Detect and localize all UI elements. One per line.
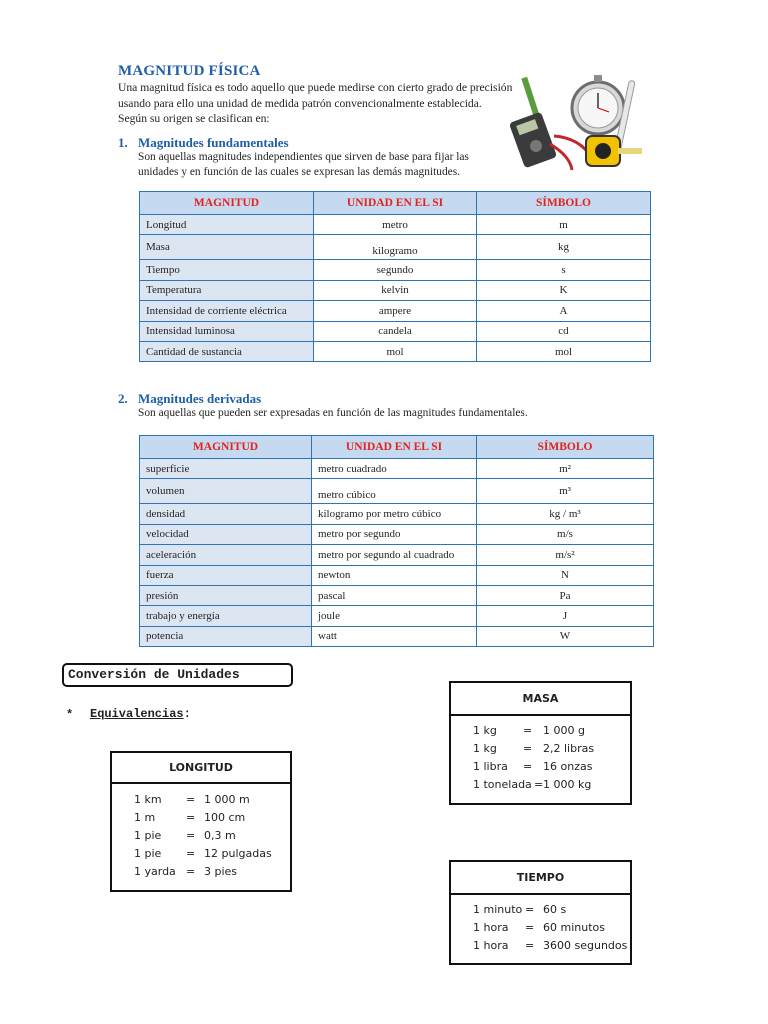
equals-sign: = <box>523 760 533 773</box>
column-header: SÍMBOLO <box>477 192 651 215</box>
symbol-cell: m/s <box>477 524 654 544</box>
section-2-description: Son aquellas que pueden ser expresadas en función de las magnitudes fundamentales. <box>138 407 528 419</box>
equivalence-row <box>451 921 630 939</box>
column-header: MAGNITUD <box>140 192 314 215</box>
magnitude-cell: Intensidad luminosa <box>140 321 314 341</box>
unit-cell: metro cúbico <box>312 479 477 504</box>
from-unit: 1 minuto <box>473 903 523 916</box>
equivalences-text: Equivalencias <box>90 707 184 721</box>
intro-line: Según su origen se clasifican en: <box>118 112 270 125</box>
from-unit: 1 hora <box>473 939 509 952</box>
symbol-cell: m³ <box>477 479 654 504</box>
unit-cell: pascal <box>312 585 477 605</box>
to-unit: 1 000 g <box>543 724 585 737</box>
table-row <box>140 235 651 260</box>
symbol-cell: kg <box>477 235 651 260</box>
equivalence-row <box>112 847 290 865</box>
magnitude-cell: Tiempo <box>140 260 314 280</box>
conversion-heading: Conversión de Unidades <box>62 663 293 687</box>
page-title: MAGNITUD FÍSICA <box>118 63 261 79</box>
intro-line: Una magnitud física es todo aquello que puede medirse con cierto grado de precisión <box>118 81 513 94</box>
equals-sign: = <box>186 811 196 824</box>
equivalence-row <box>451 778 630 796</box>
unit-cell: kilogramo <box>314 235 477 260</box>
section-title-text: Magnitudes derivadas <box>138 391 262 406</box>
equivalence-row <box>112 793 290 811</box>
symbol-cell: A <box>477 301 651 321</box>
to-unit: 1 000 kg <box>543 778 592 791</box>
magnitude-cell: trabajo y energía <box>140 606 312 626</box>
table-row <box>140 260 651 280</box>
magnitude-cell: Temperatura <box>140 280 314 300</box>
unit-cell: metro por segundo al cuadrado <box>312 545 477 565</box>
to-unit: 16 onzas <box>543 760 593 773</box>
bullet-marker: * <box>66 708 74 722</box>
equals-sign: = <box>523 724 533 737</box>
section-number: 1. <box>118 135 128 150</box>
equals-sign: = <box>523 742 533 755</box>
table-row <box>140 301 651 321</box>
magnitude-cell: potencia <box>140 626 312 646</box>
to-unit: 2,2 libras <box>543 742 595 755</box>
table-row <box>140 215 651 235</box>
from-unit: 1 km <box>134 793 162 806</box>
magnitude-cell: Cantidad de sustancia <box>140 341 314 361</box>
tiempo-equivalence-box <box>449 860 632 965</box>
from-unit: 1 tonelada <box>473 778 532 791</box>
unit-cell: kilogramo por metro cúbico <box>312 504 477 524</box>
table-row <box>140 321 651 341</box>
magnitude-cell: velocidad <box>140 524 312 544</box>
table-header-row <box>140 436 654 459</box>
column-header: MAGNITUD <box>140 436 312 459</box>
equivalences-label <box>90 707 191 721</box>
symbol-cell: m <box>477 215 651 235</box>
box-body <box>451 716 630 803</box>
table-row <box>140 280 651 300</box>
table-row <box>140 626 654 646</box>
section-title-text: Magnitudes fundamentales <box>138 135 289 150</box>
magnitude-cell: Longitud <box>140 215 314 235</box>
equals-sign: = <box>525 921 535 934</box>
symbol-cell: m/s² <box>477 545 654 565</box>
table-row <box>140 585 654 605</box>
table-row <box>140 341 651 361</box>
unit-cell: watt <box>312 626 477 646</box>
to-unit: 1 000 m <box>204 793 250 806</box>
section-number: 2. <box>118 391 128 406</box>
from-unit: 1 pie <box>134 847 162 860</box>
magnitude-cell: Masa <box>140 235 314 260</box>
intro-paragraph <box>118 80 513 127</box>
description-line: unidades y en función de las cuales se expresan las demás magnitudes. <box>138 166 461 178</box>
equivalence-row <box>112 865 290 883</box>
from-unit: 1 pie <box>134 829 162 842</box>
to-unit: 12 pulgadas <box>204 847 272 860</box>
column-header: SÍMBOLO <box>477 436 654 459</box>
equals-sign: = <box>186 847 196 860</box>
magnitude-cell: volumen <box>140 479 312 504</box>
column-header: UNIDAD EN EL SI <box>312 436 477 459</box>
to-unit: 3600 segundos <box>543 939 628 952</box>
measuring-instruments-illustration <box>510 66 646 178</box>
magnitude-cell: densidad <box>140 504 312 524</box>
equivalences-colon: : <box>183 707 191 721</box>
equivalence-row <box>451 939 630 957</box>
unit-cell: joule <box>312 606 477 626</box>
from-unit: 1 m <box>134 811 156 824</box>
table-row <box>140 459 654 479</box>
section-2-title <box>118 391 261 407</box>
equivalence-row <box>112 829 290 847</box>
section-1-title <box>118 135 289 151</box>
box-title: TIEMPO <box>451 862 630 895</box>
equivalence-row <box>112 811 290 829</box>
to-unit: 3 pies <box>204 865 238 878</box>
from-unit: 1 libra <box>473 760 508 773</box>
longitud-equivalence-box <box>110 751 292 892</box>
unit-cell: ampere <box>314 301 477 321</box>
symbol-cell: mol <box>477 341 651 361</box>
to-unit: 100 cm <box>204 811 246 824</box>
table-row <box>140 479 654 504</box>
unit-cell: candela <box>314 321 477 341</box>
magnitude-cell: fuerza <box>140 565 312 585</box>
to-unit: 60 minutos <box>543 921 605 934</box>
symbol-cell: m² <box>477 459 654 479</box>
equals-sign: = <box>525 939 535 952</box>
unit-cell: metro <box>314 215 477 235</box>
unit-cell: kelvin <box>314 280 477 300</box>
symbol-cell: W <box>477 626 654 646</box>
to-unit: 0,3 m <box>204 829 236 842</box>
unit-cell: metro cuadrado <box>312 459 477 479</box>
equivalence-row <box>451 724 630 742</box>
masa-equivalence-box <box>449 681 632 805</box>
equivalence-row <box>451 903 630 921</box>
magnitude-cell: presión <box>140 585 312 605</box>
equals-sign: = <box>186 865 196 878</box>
symbol-cell: kg / m³ <box>477 504 654 524</box>
magnitude-cell: superficie <box>140 459 312 479</box>
equivalence-row <box>451 742 630 760</box>
unit-cell: newton <box>312 565 477 585</box>
equals-sign: = <box>186 793 196 806</box>
table-header-row <box>140 192 651 215</box>
unit-cell: mol <box>314 341 477 361</box>
derived-magnitudes-table <box>139 435 654 647</box>
table-row <box>140 504 654 524</box>
magnitude-cell: aceleración <box>140 545 312 565</box>
description-line: Son aquellas magnitudes independientes que sirven de base para fijar las <box>138 151 469 163</box>
symbol-cell: N <box>477 565 654 585</box>
equivalence-row <box>451 760 630 778</box>
intro-line: usando para ello una unidad de medida patrón convencionalmente establecida. <box>118 96 482 110</box>
table-row <box>140 565 654 585</box>
symbol-cell: s <box>477 260 651 280</box>
from-unit: 1 kg <box>473 724 497 737</box>
table-row <box>140 524 654 544</box>
from-unit: 1 yarda <box>134 865 176 878</box>
equals-sign: = <box>525 903 535 916</box>
to-unit: 60 s <box>543 903 567 916</box>
symbol-cell: Pa <box>477 585 654 605</box>
box-body <box>451 895 630 963</box>
symbol-cell: K <box>477 280 651 300</box>
symbol-cell: cd <box>477 321 651 341</box>
box-title: MASA <box>451 683 630 716</box>
magnitude-cell: Intensidad de corriente eléctrica <box>140 301 314 321</box>
box-title: LONGITUD <box>112 753 290 784</box>
unit-cell: segundo <box>314 260 477 280</box>
column-header: UNIDAD EN EL SI <box>314 192 477 215</box>
symbol-cell: J <box>477 606 654 626</box>
section-1-description <box>138 150 504 180</box>
equals-sign: = <box>186 829 196 842</box>
box-body <box>112 784 290 890</box>
from-unit: 1 kg <box>473 742 497 755</box>
table-row <box>140 606 654 626</box>
unit-cell: metro por segundo <box>312 524 477 544</box>
equals-sign: = <box>534 778 544 791</box>
from-unit: 1 hora <box>473 921 509 934</box>
fundamental-magnitudes-table <box>139 191 651 362</box>
table-row <box>140 545 654 565</box>
